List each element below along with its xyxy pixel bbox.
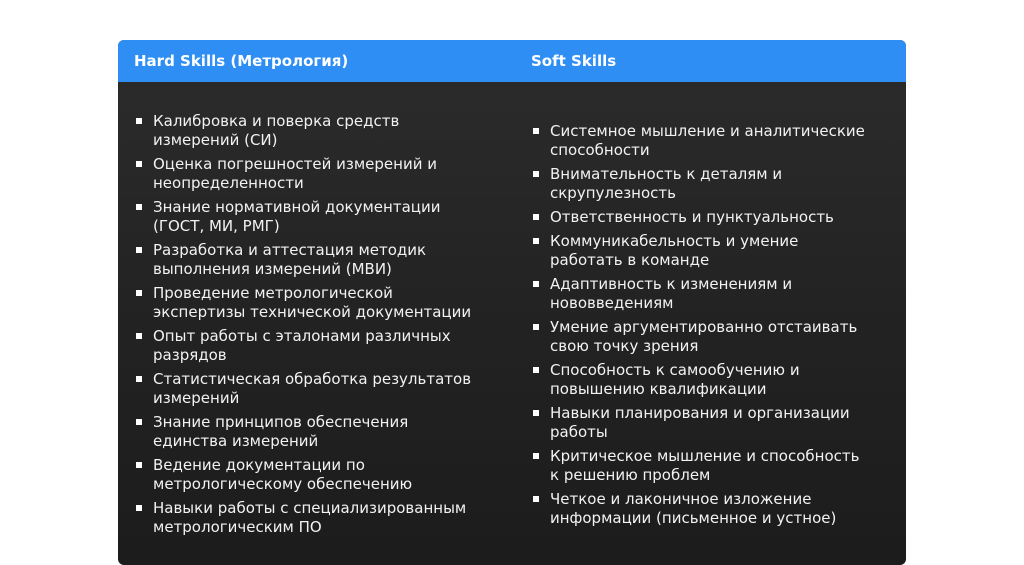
bullet-icon xyxy=(136,118,142,124)
hard-skills-heading: Hard Skills (Метрология) xyxy=(134,52,349,70)
bullet-icon xyxy=(533,171,539,177)
soft-skill-item xyxy=(533,318,893,356)
hard-skill-item-text: Калибровка и поверка средств xyxy=(153,112,400,130)
hard-skill-item-text: метрологическим ПО xyxy=(153,518,322,536)
hard-skill-item xyxy=(136,241,506,279)
hard-skill-item-text: Опыт работы с эталонами различных xyxy=(153,327,451,345)
soft-skill-item-text: Адаптивность к изменениям и xyxy=(550,275,793,293)
hard-skill-item-text: выполнения измерений (МВИ) xyxy=(153,260,392,278)
bullet-icon xyxy=(533,453,539,459)
skills-table xyxy=(118,40,906,565)
hard-skill-item-text: Ведение документации по xyxy=(153,456,365,474)
soft-skill-item-text: Навыки планирования и организации xyxy=(550,404,850,422)
hard-skill-item-text: Знание нормативной документации xyxy=(153,198,441,216)
bullet-icon xyxy=(136,290,142,296)
hard-skill-item-text: Оценка погрешностей измерений и xyxy=(153,155,437,173)
hard-skill-item-text: Проведение метрологической xyxy=(153,284,393,302)
soft-skill-item xyxy=(533,165,893,203)
soft-skill-item-text: Умение аргументированно отстаивать xyxy=(550,318,858,336)
soft-skill-item xyxy=(533,361,893,399)
soft-skills-heading: Soft Skills xyxy=(531,52,617,70)
hard-skill-item-text: Знание принципов обеспечения xyxy=(153,413,409,431)
soft-skills-list xyxy=(533,122,893,533)
soft-skill-item-text: информации (письменное и устное) xyxy=(550,509,837,527)
hard-skill-item-text: измерений (СИ) xyxy=(153,131,278,149)
soft-skill-item xyxy=(533,490,893,528)
soft-skill-item-text: Внимательность к деталям и xyxy=(550,165,783,183)
soft-skill-item-text: повышению квалификации xyxy=(550,380,767,398)
hard-skill-item-text: Навыки работы с специализированным xyxy=(153,499,467,517)
hard-skill-item xyxy=(136,327,506,365)
bullet-icon xyxy=(136,333,142,339)
bullet-icon xyxy=(533,496,539,502)
bullet-icon xyxy=(533,238,539,244)
bullet-icon xyxy=(533,281,539,287)
hard-skill-item xyxy=(136,112,506,150)
bullet-icon xyxy=(533,128,539,134)
hard-skill-item xyxy=(136,413,506,451)
soft-skill-item xyxy=(533,404,893,442)
soft-skill-item-text: Коммуникабельность и умение xyxy=(550,232,799,250)
soft-skill-item-text: способности xyxy=(550,141,650,159)
soft-skill-item-text: Критическое мышление и способность xyxy=(550,447,860,465)
bullet-icon xyxy=(136,204,142,210)
soft-skill-item xyxy=(533,232,893,270)
bullet-icon xyxy=(533,324,539,330)
hard-skill-item-text: единства измерений xyxy=(153,432,319,450)
bullet-icon xyxy=(136,505,142,511)
bullet-icon xyxy=(136,161,142,167)
soft-skill-item-text: Ответственность и пунктуальность xyxy=(550,208,834,226)
soft-skill-item xyxy=(533,275,893,313)
soft-skill-item-text: скрупулезность xyxy=(550,184,676,202)
soft-skill-item-text: к решению проблем xyxy=(550,466,711,484)
hard-skill-item xyxy=(136,370,506,408)
hard-skill-item xyxy=(136,198,506,236)
soft-skill-item-text: нововведениям xyxy=(550,294,674,312)
soft-skill-item-text: Системное мышление и аналитические xyxy=(550,122,865,140)
hard-skill-item-text: измерений xyxy=(153,389,240,407)
bullet-icon xyxy=(533,410,539,416)
hard-skill-item-text: Разработка и аттестация методик xyxy=(153,241,427,259)
hard-skill-item-text: метрологическому обеспечению xyxy=(153,475,413,493)
soft-skill-item-text: работы xyxy=(550,423,608,441)
table-header xyxy=(118,40,906,82)
hard-skill-item xyxy=(136,155,506,193)
hard-skill-item xyxy=(136,499,506,537)
bullet-icon xyxy=(533,367,539,373)
soft-skill-item-text: работать в команде xyxy=(550,251,710,269)
hard-skill-item-text: неопределенности xyxy=(153,174,304,192)
hard-skills-list xyxy=(136,112,506,542)
hard-skill-item xyxy=(136,284,506,322)
bullet-icon xyxy=(136,462,142,468)
bullet-icon xyxy=(136,376,142,382)
bullet-icon xyxy=(136,247,142,253)
hard-skill-item-text: разрядов xyxy=(153,346,227,364)
hard-skill-item xyxy=(136,456,506,494)
soft-skill-item-text: Четкое и лаконичное изложение xyxy=(550,490,812,508)
bullet-icon xyxy=(136,419,142,425)
soft-skill-item xyxy=(533,208,893,227)
hard-skill-item-text: Статистическая обработка результатов xyxy=(153,370,472,388)
hard-skill-item-text: (ГОСТ, МИ, РМГ) xyxy=(153,217,280,235)
soft-skill-item-text: Способность к самообучению и xyxy=(550,361,800,379)
bullet-icon xyxy=(533,214,539,220)
soft-skill-item-text: свою точку зрения xyxy=(550,337,699,355)
hard-skill-item-text: экспертизы технической документации xyxy=(153,303,472,321)
soft-skill-item xyxy=(533,447,893,485)
soft-skill-item xyxy=(533,122,893,160)
